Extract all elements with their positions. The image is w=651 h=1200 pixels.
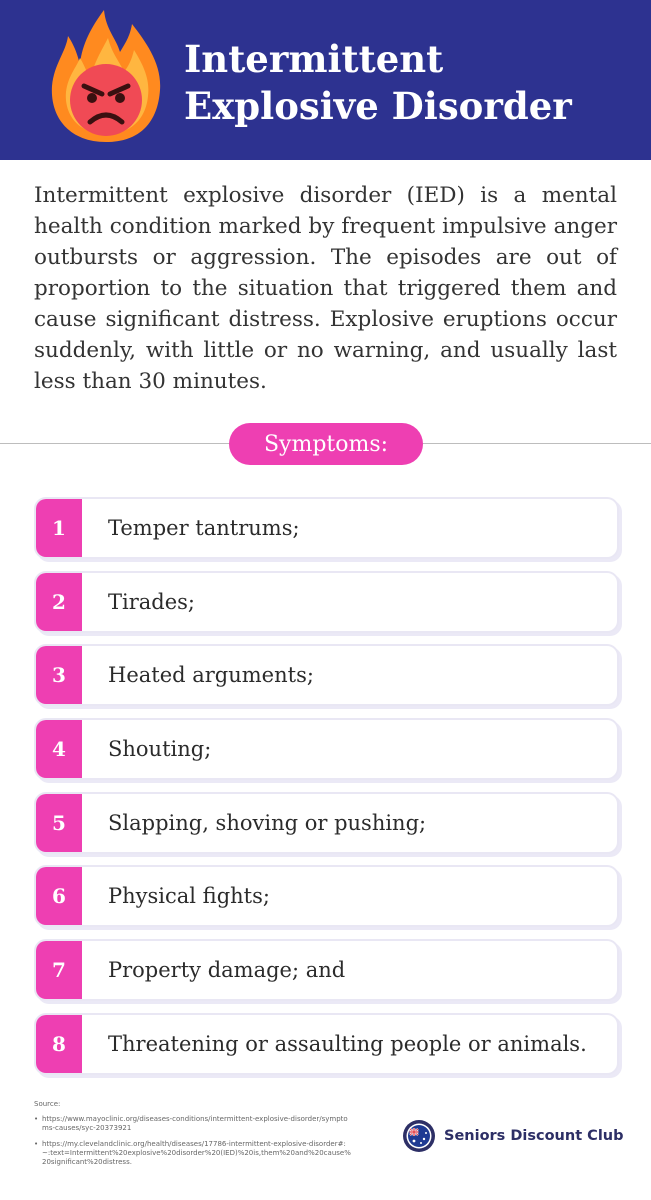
source-section [34, 1100, 354, 1174]
title-line-2: Explosive Disorder [184, 84, 572, 128]
angry-fire-face-icon [46, 6, 166, 144]
source-label: Source: [34, 1100, 61, 1108]
item-number: 6 [36, 867, 82, 925]
item-label: Heated arguments; [108, 663, 314, 688]
item-number: 8 [36, 1015, 82, 1073]
symptoms-heading: Symptoms: [229, 423, 423, 465]
item-label: Shouting; [108, 737, 212, 762]
item-label: Slapping, shoving or pushing; [108, 810, 427, 835]
item-number: 5 [36, 794, 82, 852]
source-list [34, 1115, 354, 1167]
item-number: 4 [36, 720, 82, 778]
source-link[interactable]: • https://www.mayoclinic.org/diseases-conditions/intermittent-explosive-disorder/symptoms-causes/syc-20373921 [34, 1115, 354, 1133]
title-line-1: Intermittent [184, 37, 444, 81]
item-label: Physical fights; [108, 884, 270, 909]
list-item [34, 939, 619, 1001]
list-item [34, 571, 619, 633]
item-label: Threatening or assaulting people or animals. [108, 1031, 587, 1056]
page-title [184, 36, 634, 130]
list-item [34, 497, 619, 559]
item-number: 2 [36, 573, 82, 631]
brand-name: Seniors Discount Club [444, 1128, 624, 1144]
source-link[interactable]: • https://my.clevelandclinic.org/health/diseases/17786-intermittent-explosive-disorder#:~:text=Intermittent%20explosive%20disorder%20(IED)%20is,them%20and%20cause%20significant%20distress. [34, 1140, 354, 1167]
list-item [34, 1013, 619, 1075]
list-item [34, 644, 619, 706]
intro-paragraph: Intermittent explosive disorder (IED) is a mental health condition marked by frequent impulsive anger outbursts or aggression. The episodes are out of proportion to the situation that triggered them and cause significant distress. Explosive eruptions occur suddenly, with little or no warning, and usually last less than 30 minutes. [34, 183, 617, 394]
item-label: Property damage; and [108, 958, 346, 983]
item-label: Temper tantrums; [108, 516, 300, 540]
item-number: 1 [36, 499, 82, 557]
list-item [34, 718, 619, 780]
symptoms-list [34, 497, 619, 1087]
item-label: Tirades; [108, 589, 196, 614]
list-item [34, 792, 619, 854]
item-number: 7 [36, 941, 82, 999]
item-number: 3 [36, 646, 82, 704]
list-item [34, 865, 619, 927]
australia-flag-badge-icon [402, 1119, 436, 1153]
header-banner [0, 0, 651, 160]
brand-footer [402, 1118, 624, 1154]
